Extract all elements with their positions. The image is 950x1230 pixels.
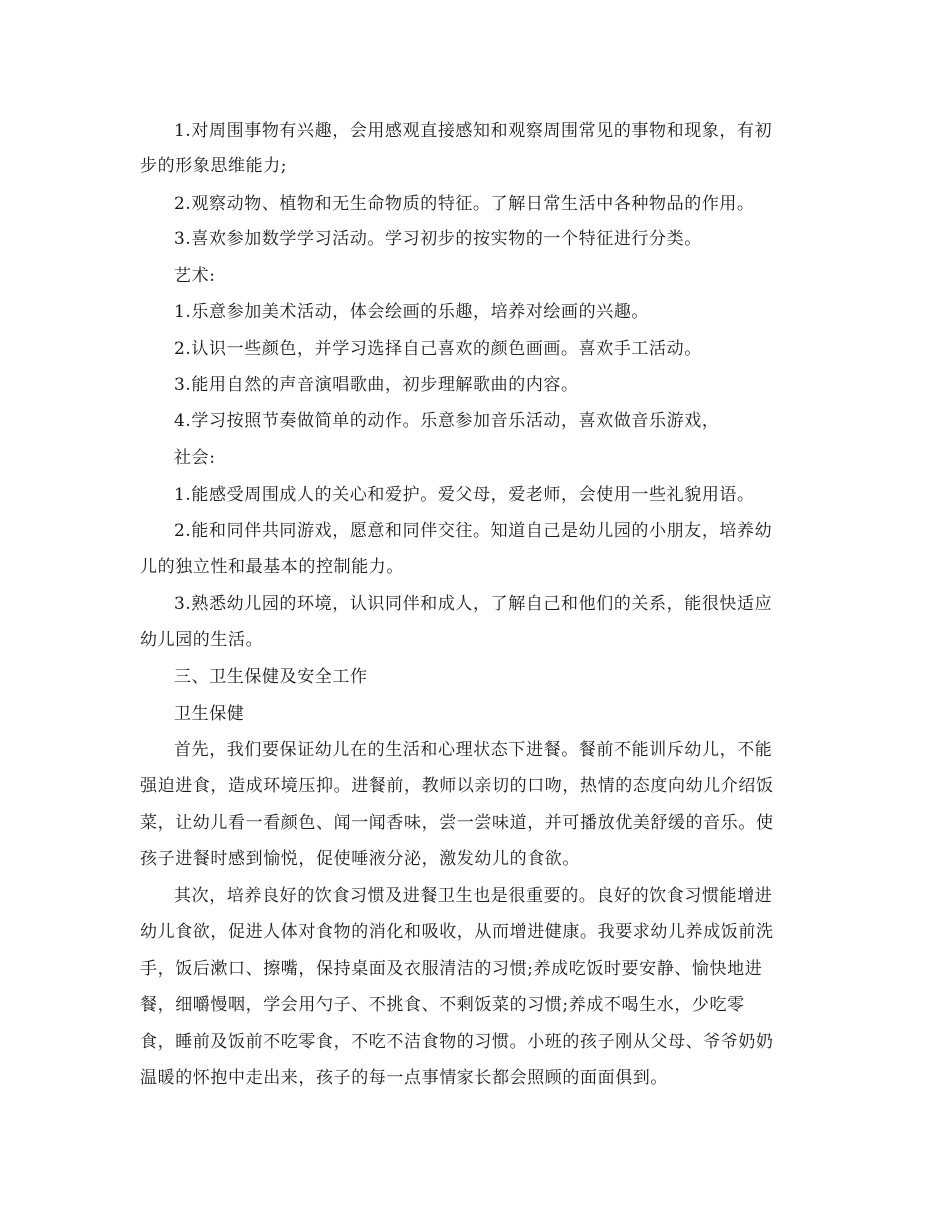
paragraph-line: 3.能用自然的声音演唱歌曲，初步理解歌曲的内容。 [174,375,579,395]
paragraph-line: 2.认识一些颜色，并学习选择自己喜欢的颜色画画。喜欢手工活动。 [174,339,702,359]
paragraph-line: 温暖的怀抱中走出来，孩子的每一点事情家长都会照顾的面面俱到。 [140,1068,668,1088]
paragraph-line: 其次，培养良好的饮食习惯及进餐卫生也是很重要的。良好的饮食习惯能增进 [174,886,773,906]
paragraph-line: 餐，细嚼慢咽，学会用勺子、不挑食、不剩饭菜的习惯;养成不喝生水，少吃零 [140,995,745,1015]
paragraph-line: 首先，我们要保证幼儿在的生活和心理状态下进餐。餐前不能训斥幼儿，不能 [174,740,773,760]
paragraph-line: 1.乐意参加美术活动，体会绘画的乐趣，培养对绘画的兴趣。 [174,302,650,322]
paragraph-line: 菜，让幼儿看一看颜色、闻一闻香味，尝一尝味道，并可播放优美舒缓的音乐。使 [140,813,774,833]
section-heading: 艺术: [174,266,216,286]
paragraph-line: 食，睡前及饭前不吃零食，不吃不洁食物的习惯。小班的孩子刚从父母、爷爷奶奶 [140,1032,774,1052]
subsection-heading: 卫生保健 [174,704,245,724]
paragraph-line: 2.观察动物、植物和无生命物质的特征。了解日常生活中各种物品的作用。 [174,194,755,214]
paragraph-line: 2.能和同伴共同游戏，愿意和同伴交往。知道自己是幼儿园的小朋友，培养幼 [174,521,773,541]
paragraph-line: 3.喜欢参加数学学习活动。学习初步的按实物的一个特征进行分类。 [174,229,702,249]
paragraph-line: 1.能感受周围成人的关心和爱护。爱父母，爱老师，会使用一些礼貌用语。 [174,485,755,505]
paragraph-line: 4.学习按照节奏做简单的动作。乐意参加音乐活动，喜欢做音乐游戏， [174,411,720,431]
paragraph-line: 3.熟悉幼儿园的环境，认识同伴和成人，了解自己和他们的关系，能很快适应 [174,594,773,614]
section-heading: 三、卫生保健及安全工作 [174,667,368,687]
paragraph-line: 幼儿园的生活。 [140,630,264,650]
paragraph-line: 手，饭后漱口、擦嘴，保持桌面及衣服清洁的习惯;养成吃饭时要安静、愉快地进 [140,959,763,979]
paragraph-line: 儿的独立性和最基本的控制能力。 [140,557,404,577]
paragraph-line: 孩子进餐时感到愉悦，促使唾液分泌，激发幼儿的食欲。 [140,849,580,869]
paragraph-line: 步的形象思维能力; [140,156,288,176]
paragraph-line: 强迫进食，造成环境压抑。进餐前，教师以亲切的口吻，热情的态度向幼儿介绍饭 [140,776,774,796]
paragraph-line: 1.对周围事物有兴趣，会用感观直接感知和观察周围常见的事物和现象，有初 [174,121,773,141]
paragraph-line: 幼儿食欲，促进人体对食物的消化和吸收，从而增进健康。我要求幼儿养成饭前洗 [140,922,774,942]
section-heading: 社会: [174,448,216,468]
